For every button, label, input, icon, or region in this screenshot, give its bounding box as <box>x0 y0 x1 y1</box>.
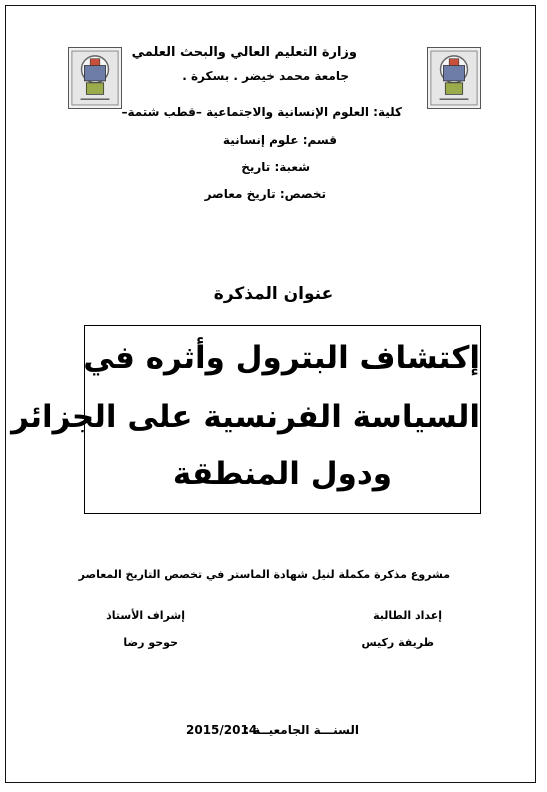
supervisor-name: حوحو رضا <box>123 636 178 649</box>
faculty-line: كلية: العلوم الإنسانية والاجتماعية –قطب شتمة– <box>121 105 402 119</box>
academic-year-label: السنـــة الجامعيــة : <box>244 723 359 737</box>
specialty-line: تخصص: تاريخ معاصر <box>204 187 326 201</box>
university-line: جامعة محمد خيضر . بسكرة . <box>182 69 349 83</box>
project-note: مشروع مذكرة مكملة لنيل شهادة الماستر في تخصص التاريخ المعاصر <box>78 568 450 581</box>
university-logo-right-icon <box>427 47 481 109</box>
supervisor-label: إشراف الأستاذ <box>106 609 185 622</box>
prepared-by-label: إعداد الطالبة <box>373 609 442 622</box>
branch-line: شعبة: تاريخ <box>241 160 310 174</box>
university-logo-left-icon <box>68 47 122 109</box>
department-line: قسم: علوم إنسانية <box>222 133 337 147</box>
thesis-title-line-3: ودول المنطقة <box>172 456 393 492</box>
ministry-line: وزارة التعليم العالي والبحث العلمي <box>131 45 357 60</box>
thesis-title-box <box>11 325 481 514</box>
thesis-title-line-1: إكتشاف البترول وأثره في <box>83 340 480 376</box>
thesis-title-line-2: السياسة الفرنسية على الجزائر <box>11 399 480 435</box>
thesis-title-label: عنوان المذكرة <box>213 284 334 304</box>
student-name: ظريفة ركيس <box>361 636 434 649</box>
academic-year-value: 2015/2014 <box>186 723 258 737</box>
